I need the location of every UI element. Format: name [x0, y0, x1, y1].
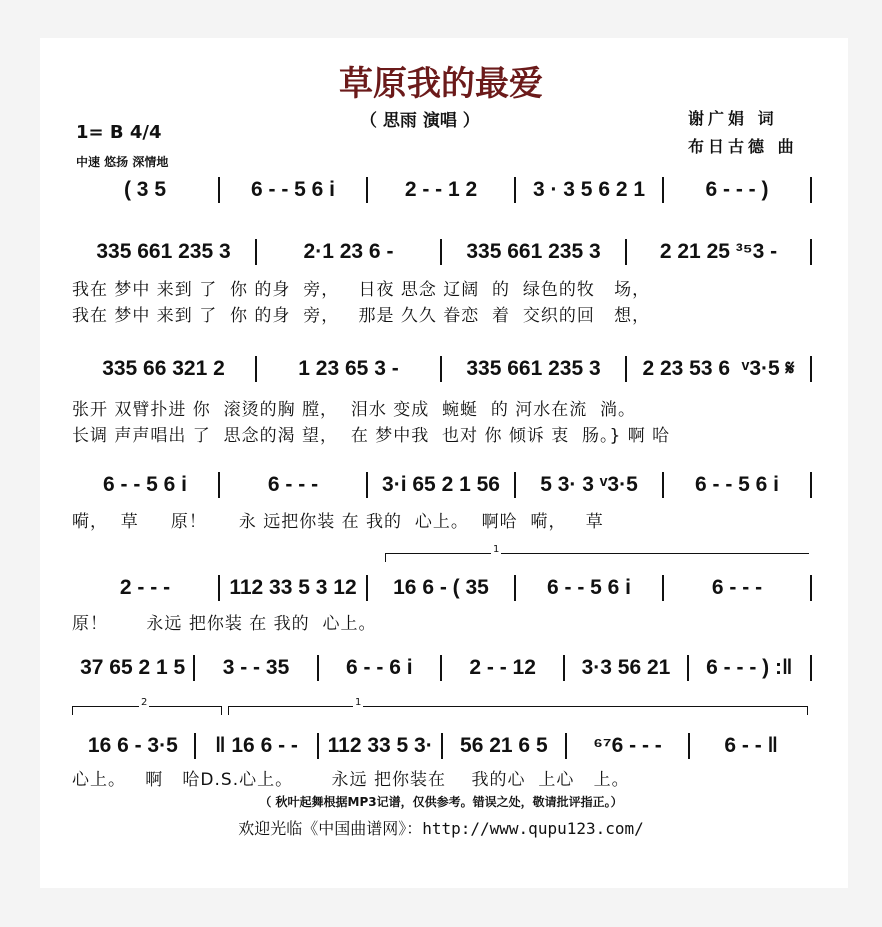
- measure: 2 - - 12: [469, 656, 536, 679]
- measure: 2 - - -: [119, 576, 171, 599]
- measure: 112 33 5 3 12: [229, 576, 357, 599]
- measure: 6 - - -: [711, 576, 763, 599]
- measure: 37 65 2 1 5: [80, 656, 186, 679]
- measure: 335 661 235 3: [466, 357, 601, 380]
- measure: 6 - - - ) :‖: [706, 656, 793, 679]
- measure: 112 33 5 3·: [327, 734, 433, 757]
- lyrics-line: 心上。 啊 哈D.S.心上。 永远 把你装在 我的心 上心 上。: [72, 770, 630, 790]
- volta-label: 1: [493, 544, 500, 555]
- composer: 布日古德 曲: [688, 137, 798, 156]
- barline: [810, 239, 812, 265]
- measure: 16 6 - 3·5: [87, 734, 178, 757]
- measure: 6 - - 6 i: [346, 656, 413, 679]
- measure: 5 3· 3 ᵛ3·5: [540, 473, 638, 496]
- volta-label: 2: [141, 697, 148, 708]
- notation-row: [72, 237, 812, 267]
- transcription-note: （ 秋叶起舞根据MP3记谱，仅供参考。错误之处，敬请批评指正。）: [259, 795, 623, 809]
- barline: [810, 356, 812, 382]
- volta-2: [72, 697, 222, 715]
- site-footer: 欢迎光临《中国曲谱网》：http://www.qupu123.com/: [238, 819, 644, 838]
- measure: 6 - - -: [267, 473, 319, 496]
- measure: ( 3 5: [123, 178, 167, 201]
- measure: 6 - - ‖: [724, 734, 778, 757]
- notation-row: [72, 573, 812, 603]
- barline: [810, 472, 812, 498]
- barline: [810, 655, 812, 681]
- measure: 3 - - 35: [222, 656, 290, 679]
- tempo-marking: 中速 悠扬 深情地: [76, 155, 169, 169]
- measure: 2 23 53 6 ᵛ3·5 𝄋: [642, 357, 795, 380]
- measure: 3·i 65 2 1 56: [382, 473, 500, 496]
- measure: 56 21 6 5: [460, 734, 548, 757]
- measure: 335 66 321 2: [102, 357, 225, 380]
- measure: 2 - - 1 2: [404, 178, 478, 201]
- measure: 16 6 - ( 35: [393, 576, 489, 599]
- volta-1: [385, 544, 809, 562]
- measure: 6 - - 5 6 i: [102, 473, 188, 496]
- key-signature: 1= B 4/4: [76, 122, 162, 143]
- measure: 335 661 235 3: [466, 240, 601, 263]
- measure: 6 - - - ): [705, 178, 769, 201]
- volta-label: 1: [355, 697, 362, 708]
- barline: [810, 177, 812, 203]
- notation-row: [72, 354, 812, 384]
- notation-row: [72, 731, 812, 761]
- measure: ‖ 16 6 - -: [215, 734, 298, 757]
- lyricist: 谢广娟 词: [688, 109, 778, 128]
- lyrics-line: 我在 梦中 来到 了 你 的身 旁， 那是 久久 眷恋 着 交织的回 想，: [72, 306, 651, 326]
- barline: [810, 575, 812, 601]
- measure: 6 - - 5 6 i: [546, 576, 632, 599]
- measure: 1 23 65 3 -: [298, 357, 399, 380]
- measure: 3·3 56 21: [581, 656, 671, 679]
- notation-row: [72, 653, 812, 683]
- measure: 2·1 23 6 -: [303, 240, 394, 263]
- lyrics-line: 原！ 永远 把你装 在 我的 心上。: [72, 614, 377, 634]
- measure: 2 21 25 ³⁵3 -: [659, 240, 778, 263]
- measure: 6 - - 5 6 i: [694, 473, 780, 496]
- lyrics-line: 长调 声声唱出 了 思念的渴 望， 在 梦中我 也对 你 倾诉 衷 肠。} 啊 哈: [72, 426, 671, 446]
- measure: 3 · 3 5 6 2 1: [532, 178, 646, 201]
- measure: ⁶⁷6 - - -: [593, 734, 662, 757]
- notation-row: [72, 175, 812, 205]
- singer: （ 思雨 演唱 ）: [360, 111, 480, 131]
- measure: 6 - - 5 6 i: [250, 178, 336, 201]
- lyrics-line: 我在 梦中 来到 了 你 的身 旁， 日夜 思念 辽阔 的 绿色的牧 场，: [72, 280, 651, 300]
- lyrics-line: 嗬， 草 原！ 永 远把你装 在 我的 心上。 啊哈 嗬， 草: [72, 512, 604, 532]
- measure: 335 661 235 3: [96, 240, 231, 263]
- volta-1b: [228, 697, 808, 715]
- lyrics-line: 张开 双臂扑进 你 滚烫的胸 膛， 泪水 变成 蜿蜒 的 河水在流 淌。: [72, 400, 637, 420]
- song-title: 草原我的最爱: [339, 64, 543, 104]
- notation-row: [72, 470, 812, 500]
